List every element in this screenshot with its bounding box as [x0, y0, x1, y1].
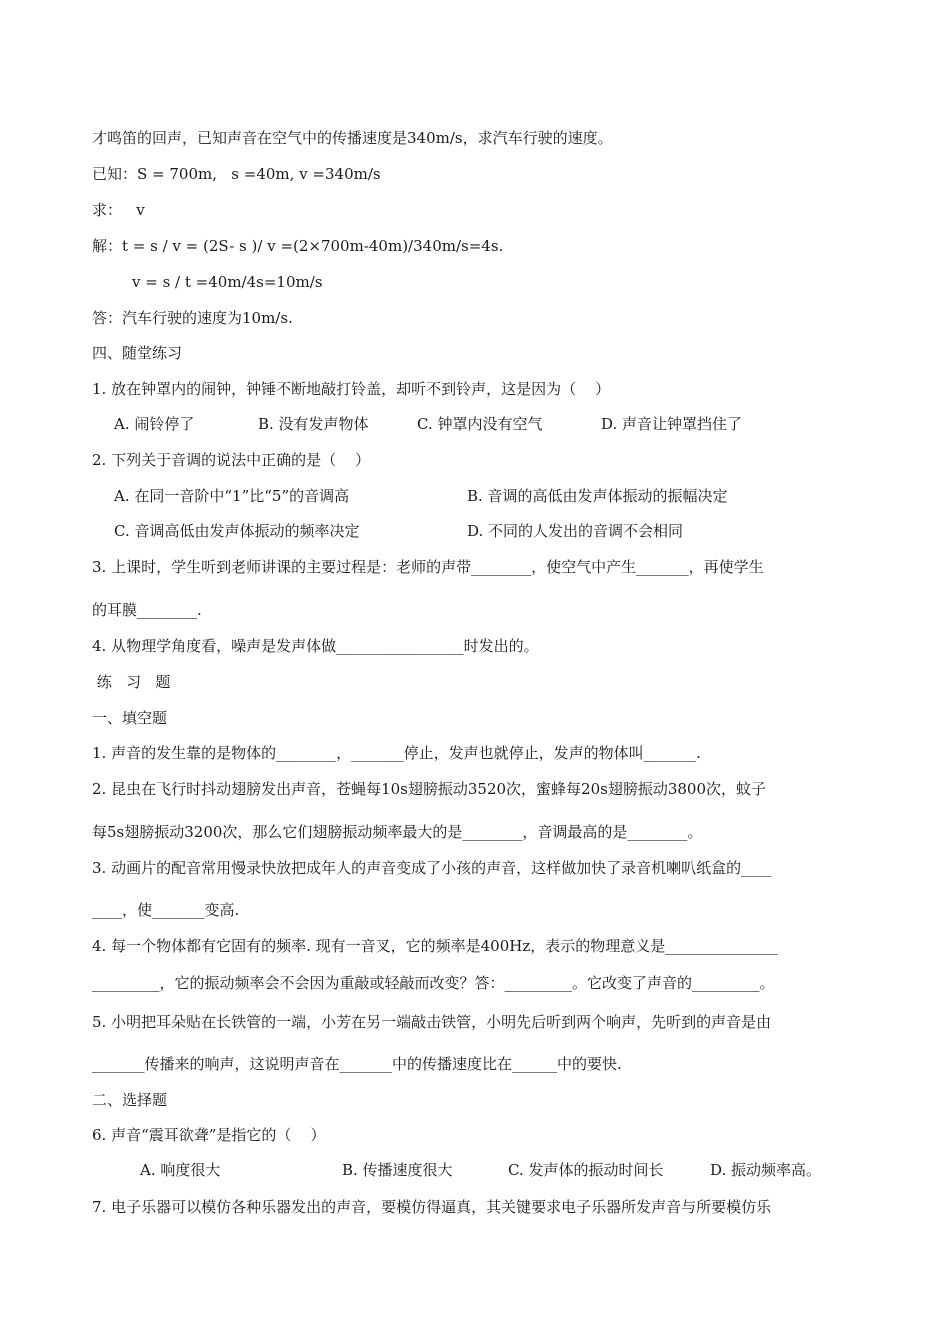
- option-c: C. 音调高低由发声体振动的频率决定: [114, 522, 360, 540]
- option-b: B. 传播速度很大: [342, 1161, 453, 1179]
- choice-question-7: 7. 电子乐器可以模仿各种乐器发出的声音，要模仿得逼真，其关键要求电子乐器所发声音与所要模仿乐: [92, 1198, 772, 1216]
- question-3: 3. 上课时，学生听到老师讲课的主要过程是：老师的声带________，使空气中产生_______，再使学生: [92, 558, 764, 576]
- question-4: 4. 从物理学角度看，噪声是发声体做_________________时发出的。: [92, 637, 539, 655]
- section-heading: 二、选择题: [92, 1091, 168, 1109]
- option-c: C. 发声体的振动时间长: [508, 1161, 664, 1179]
- fill-question-4: 4. 每一个物体都有它固有的频率. 现有一音叉，它的频率是400Hz，表示的物理意义是_______________: [92, 937, 778, 955]
- fill-question-1: 1. 声音的发生靠的是物体的________，_______停止，发声也就停止，发声的物体叫_______.: [92, 744, 701, 762]
- fill-question-3-cont: ____，使_______变高.: [92, 901, 240, 919]
- option-a: A. 响度很大: [140, 1161, 221, 1179]
- fill-question-5: 5. 小明把耳朵贴在长铁管的一端，小芳在另一端敲击铁管，小明先后听到两个响声，先听到的声音是由: [92, 1013, 772, 1031]
- option-b: B. 音调的高低由发声体振动的振幅决定: [467, 487, 728, 505]
- fill-question-2: 2. 昆虫在飞行时抖动翅膀发出声音，苍蝇每10s翅膀振动3520次，蜜蜂每20s翅膀振动3800次，蚊子: [92, 780, 767, 798]
- text-line: 答：汽车行驶的速度为10m/s.: [92, 309, 293, 327]
- fill-question-3: 3. 动画片的配音常用慢录快放把成年人的声音变成了小孩的声音，这样做加快了录音机喇叭纸盒的____: [92, 859, 772, 877]
- fill-question-4-cont: _________，它的振动频率会不会因为重敲或轻敲而改变？答：_________。它改变了声音的_________。: [92, 974, 775, 992]
- text-line: v = s / t =40m/4s=10m/s: [132, 273, 323, 291]
- section-heading: 四、随堂练习: [92, 344, 183, 362]
- question-3-cont: 的耳膜________.: [92, 601, 202, 619]
- text-line: 解：t = s / v = (2S- s )/ v =(2×700m-40m)/340m/s=4s.: [92, 237, 504, 255]
- text-line: 求： v: [92, 201, 145, 219]
- option-a: A. 闹铃停了: [114, 415, 195, 433]
- section-heading: 一、填空题: [92, 709, 168, 727]
- option-d: D. 声音让钟罩挡住了: [601, 415, 743, 433]
- option-d: D. 不同的人发出的音调不会相同: [467, 522, 684, 540]
- option-c: C. 钟罩内没有空气: [417, 415, 543, 433]
- text-line: 已知：S = 700m, s =40m, v =340m/s: [92, 165, 381, 183]
- option-b: B. 没有发声物体: [258, 415, 369, 433]
- text-line: 才鸣笛的回声，已知声音在空气中的传播速度是340m/s，求汽车行驶的速度。: [92, 129, 613, 147]
- choice-question-6: 6. 声音“震耳欲聋”是指它的（ ）: [92, 1126, 326, 1144]
- fill-question-5-cont: _______传播来的响声，这说明声音在_______中的传播速度比在______中的要快.: [92, 1055, 622, 1073]
- exercise-title: 练 习 题: [92, 673, 171, 691]
- option-a: A. 在同一音阶中“1”比“5”的音调高: [114, 487, 350, 505]
- question-1: 1. 放在钟罩内的闹钟，钟锤不断地敲打铃盖，却听不到铃声，这是因为（ ）: [92, 380, 611, 398]
- question-2: 2. 下列关于音调的说法中正确的是（ ）: [92, 451, 371, 469]
- option-d: D. 振动频率高。: [710, 1161, 822, 1179]
- fill-question-2-cont: 每5s翅膀振动3200次，那么它们翅膀振动频率最大的是________，音调最高的是________。: [92, 823, 703, 841]
